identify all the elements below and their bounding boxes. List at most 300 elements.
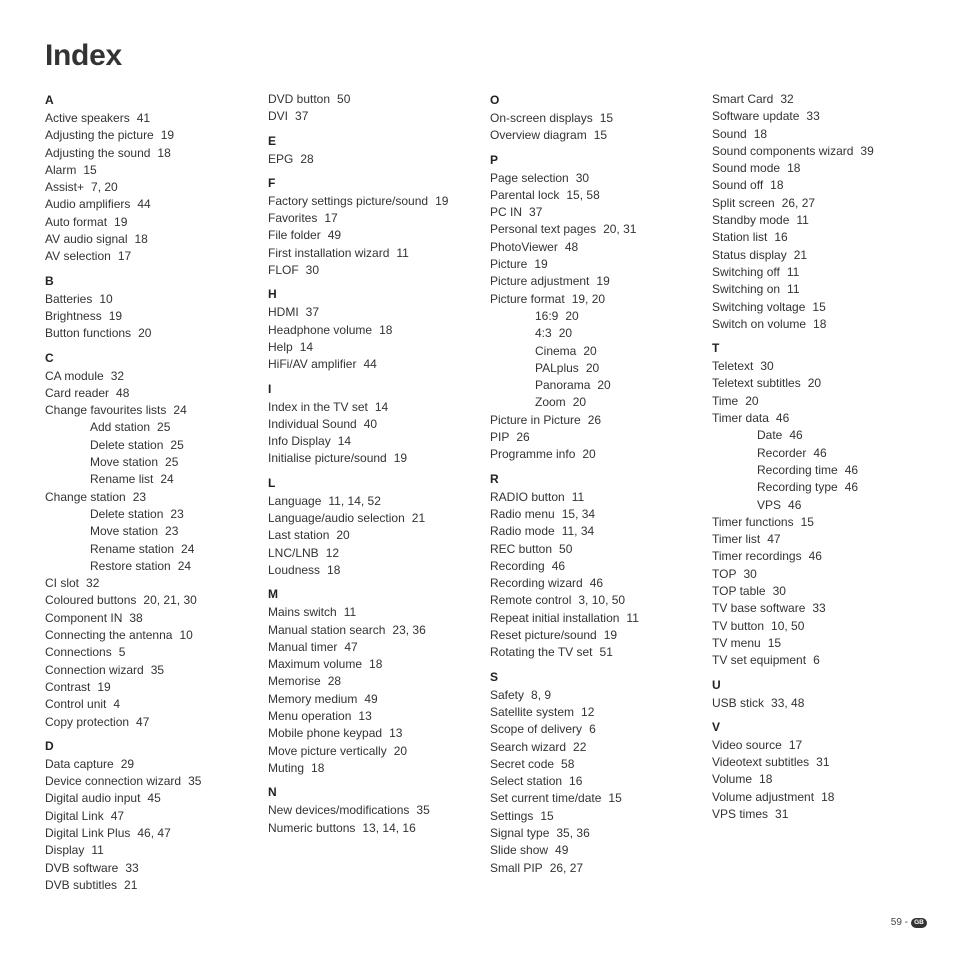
entry-term: Sound — [712, 126, 747, 141]
entry-term: Personal text pages — [490, 222, 597, 237]
index-entry — [712, 652, 927, 669]
entry-pages: 15 — [540, 808, 554, 823]
entry-pages: 30 — [575, 170, 590, 185]
entry-term: Date — [757, 428, 783, 443]
entry-pages: 30 — [772, 584, 786, 599]
entry-term: First installation wizard — [268, 245, 390, 260]
index-entry — [712, 299, 927, 316]
page-title: Index — [45, 39, 122, 72]
index-entry — [268, 416, 483, 433]
index-entry — [490, 644, 705, 661]
entry-pages: 29 — [120, 756, 135, 771]
entry-pages: 18 — [813, 316, 827, 331]
section-letter: B — [45, 273, 54, 288]
entry-pages: 15 — [593, 128, 608, 143]
entry-term: Overview diagram — [490, 128, 587, 143]
index-entry — [712, 160, 927, 177]
index-entry — [490, 291, 705, 308]
entry-pages: 20 — [138, 326, 152, 341]
entry-pages: 15 — [83, 162, 97, 177]
entry-term: Split screen — [712, 195, 775, 210]
entry-term: TV menu — [712, 635, 761, 650]
entry-pages: 11 — [343, 605, 357, 620]
index-entry — [490, 127, 705, 144]
index-entry — [268, 399, 483, 416]
entry-term: Select station — [490, 774, 563, 789]
entry-pages: 32 — [86, 576, 100, 591]
index-subentry — [45, 558, 260, 575]
index-entry — [712, 566, 927, 583]
entry-pages: 49 — [364, 691, 378, 706]
index-entry — [712, 635, 927, 652]
index-entry — [268, 210, 483, 227]
entry-pages: 15, 34 — [561, 506, 596, 521]
entry-pages: 19 — [534, 257, 548, 272]
entry-term: Picture — [490, 257, 528, 272]
entry-pages: 18 — [770, 178, 784, 193]
entry-pages: 21 — [411, 511, 426, 526]
entry-pages: 10 — [179, 628, 193, 643]
entry-pages: 30 — [760, 359, 774, 374]
index-entry — [45, 825, 260, 842]
index-subentry — [490, 325, 705, 342]
index-subentry — [712, 445, 927, 462]
entry-pages: 47 — [344, 639, 358, 654]
entry-pages: 31 — [775, 806, 789, 821]
entry-pages: 14 — [374, 399, 389, 414]
entry-pages: 18 — [821, 789, 835, 804]
index-subentry — [712, 479, 927, 496]
entry-term: VPS — [757, 497, 782, 512]
entry-pages: 46 — [844, 480, 859, 495]
entry-term: Delete station — [90, 437, 164, 452]
entry-term: Software update — [712, 109, 800, 124]
index-entry — [268, 108, 483, 125]
entry-term: Help — [268, 339, 293, 354]
index-entry — [490, 541, 705, 558]
index-entry — [712, 264, 927, 281]
entry-pages: 19 — [114, 214, 128, 229]
entry-pages: 15 — [800, 514, 814, 529]
entry-term: Radio mode — [490, 524, 555, 539]
index-entry — [268, 708, 483, 725]
entry-term: Numeric buttons — [268, 820, 356, 835]
entry-pages: 20 — [558, 326, 573, 341]
index-entry — [490, 704, 705, 721]
index-entry — [712, 754, 927, 771]
entry-term: Picture format — [490, 291, 565, 306]
entry-term: Recording — [490, 558, 545, 573]
entry-pages: 13, 14, 16 — [362, 820, 416, 835]
entry-term: TV button — [712, 618, 765, 633]
entry-term: Smart Card — [712, 92, 774, 106]
entry-term: Initialise picture/sound — [268, 451, 387, 466]
entry-term: Set current time/date — [490, 791, 602, 806]
entry-term: Timer functions — [712, 514, 794, 529]
index-entry — [490, 187, 705, 204]
entry-term: Recording type — [757, 480, 838, 495]
section-letter: O — [490, 93, 500, 107]
index-entry — [490, 429, 705, 446]
index-entry — [45, 402, 260, 419]
entry-term: Mobile phone keypad — [268, 726, 383, 741]
index-subentry — [45, 506, 260, 523]
index-entry — [45, 162, 260, 179]
entry-term: Delete station — [90, 506, 164, 521]
index-entry — [490, 558, 705, 575]
section-letter: S — [490, 669, 499, 684]
entry-pages: 20 — [807, 376, 822, 391]
index-entry — [45, 790, 260, 807]
index-entry — [45, 291, 260, 308]
entry-term: DVD button — [268, 92, 331, 106]
index-entry — [45, 248, 260, 265]
index-entry — [268, 622, 483, 639]
entry-pages: 19 — [435, 193, 449, 208]
index-entry — [268, 604, 483, 621]
index-entry — [268, 322, 483, 339]
entry-term: AV audio signal — [45, 232, 128, 247]
entry-pages: 30 — [305, 263, 320, 278]
index-subentry — [490, 394, 705, 411]
entry-term: AV selection — [45, 249, 111, 264]
entry-pages: 20 — [572, 395, 587, 410]
index-entry — [490, 239, 705, 256]
index-entry — [712, 514, 927, 531]
index-entry — [268, 245, 483, 262]
entry-pages: 18 — [369, 657, 383, 672]
index-entry — [45, 110, 260, 127]
entry-pages: 32 — [110, 368, 125, 383]
entry-pages: 3, 10, 50 — [578, 593, 626, 608]
entry-pages: 40 — [363, 416, 378, 431]
entry-pages: 15 — [812, 299, 826, 314]
entry-pages: 23, 36 — [392, 622, 426, 637]
entry-pages: 46 — [844, 462, 859, 477]
entry-term: Switch on volume — [712, 316, 807, 331]
entry-pages: 46 — [813, 445, 827, 460]
entry-term: Sound components wizard — [712, 143, 854, 158]
entry-pages: 20 — [565, 308, 579, 323]
entry-term: Teletext — [712, 359, 754, 374]
index-entry — [712, 229, 927, 246]
index-entry — [712, 358, 927, 375]
entry-term: Move station — [90, 524, 159, 539]
index-entry — [490, 610, 705, 627]
entry-pages: 11, 14, 52 — [328, 493, 381, 508]
index-entry — [490, 412, 705, 429]
index-entry — [268, 743, 483, 760]
entry-term: PIP — [490, 430, 510, 445]
entry-term: Parental lock — [490, 187, 560, 202]
entry-pages: 49 — [327, 228, 342, 243]
entry-term: Teletext subtitles — [712, 376, 801, 391]
entry-pages: 23 — [170, 506, 184, 521]
entry-pages: 20 — [745, 393, 759, 408]
entry-term: Control unit — [45, 697, 107, 712]
entry-pages: 25 — [165, 455, 179, 470]
entry-pages: 33 — [125, 860, 139, 875]
index-entry — [268, 356, 483, 373]
index-entry — [490, 523, 705, 540]
index-entry — [712, 375, 927, 392]
entry-pages: 50 — [337, 92, 351, 106]
entry-pages: 4 — [113, 697, 121, 712]
language-badge: GB — [911, 918, 927, 928]
entry-term: Rename station — [90, 541, 175, 556]
entry-term: CI slot — [45, 576, 80, 591]
entry-term: Standby mode — [712, 213, 790, 228]
entry-pages: 11 — [571, 489, 585, 504]
index-entry — [490, 842, 705, 859]
entry-term: Panorama — [535, 378, 591, 393]
index-column-3 — [490, 91, 705, 877]
entry-pages: 46 — [789, 428, 803, 443]
entry-pages: 33 — [806, 109, 820, 124]
entry-pages: 22 — [573, 739, 587, 754]
entry-term: Signal type — [490, 825, 550, 840]
entry-term: Index in the TV set — [268, 399, 368, 414]
entry-pages: 26, 27 — [781, 195, 816, 210]
entry-term: Last station — [268, 528, 330, 543]
index-entry — [490, 773, 705, 790]
entry-pages: 19 — [393, 451, 408, 466]
index-entry — [45, 368, 260, 385]
index-subentry — [490, 343, 705, 360]
entry-term: Cinema — [535, 343, 577, 358]
index-entry — [268, 725, 483, 742]
section-letter: E — [268, 133, 277, 148]
entry-pages: 20 — [582, 447, 596, 462]
section-letter: I — [268, 381, 272, 396]
entry-pages: 21 — [124, 877, 138, 892]
entry-pages: 25 — [157, 420, 171, 435]
index-entry — [45, 489, 260, 506]
entry-term: Picture adjustment — [490, 274, 590, 289]
entry-term: FLOF — [268, 263, 299, 278]
entry-term: HDMI — [268, 305, 299, 320]
entry-pages: 17 — [788, 737, 803, 752]
index-entry — [45, 196, 260, 213]
index-entry — [268, 656, 483, 673]
entry-pages: 15, 58 — [566, 187, 600, 202]
index-entry — [45, 231, 260, 248]
entry-pages: 31 — [816, 755, 830, 770]
entry-term: Muting — [268, 760, 305, 775]
index-entry — [712, 126, 927, 143]
index-entry — [712, 281, 927, 298]
index-entry — [45, 808, 260, 825]
entry-pages: 35 — [188, 774, 202, 789]
index-subentry — [45, 454, 260, 471]
entry-pages: 35 — [150, 662, 165, 677]
entry-term: Radio menu — [490, 506, 555, 521]
entry-term: Copy protection — [45, 714, 130, 729]
entry-pages: 37 — [295, 109, 309, 124]
index-entry — [712, 108, 927, 125]
entry-term: Memorise — [268, 674, 321, 689]
index-entry — [45, 679, 260, 696]
entry-term: Batteries — [45, 291, 93, 306]
entry-pages: 11 — [787, 282, 800, 297]
entry-pages: 47 — [110, 808, 125, 823]
entry-term: Auto format — [45, 214, 108, 229]
entry-pages: 15 — [767, 635, 782, 650]
entry-pages: 14 — [299, 339, 314, 354]
entry-term: Video source — [712, 737, 782, 752]
entry-pages: 14 — [337, 434, 352, 449]
index-entry — [45, 145, 260, 162]
entry-term: Small PIP — [490, 860, 543, 875]
entry-pages: 28 — [327, 674, 342, 689]
entry-pages: 33, 48 — [771, 695, 805, 710]
entry-term: DVB subtitles — [45, 877, 118, 892]
entry-term: Favorites — [268, 211, 318, 226]
index-entry — [45, 385, 260, 402]
entry-term: Safety — [490, 687, 525, 702]
section-letter: U — [712, 677, 721, 692]
entry-term: Secret code — [490, 756, 555, 771]
entry-pages: 5 — [118, 645, 126, 660]
index-entry — [45, 877, 260, 894]
index-entry — [45, 842, 260, 859]
entry-pages: 46 — [808, 549, 822, 564]
entry-pages: 20 — [597, 378, 611, 393]
entry-pages: 49 — [555, 843, 569, 858]
index-entry — [268, 802, 483, 819]
index-entry — [712, 393, 927, 410]
entry-term: Component IN — [45, 610, 123, 625]
entry-pages: 19 — [160, 128, 175, 143]
entry-term: Settings — [490, 808, 534, 823]
entry-pages: 19 — [603, 628, 618, 643]
entry-pages: 12 — [581, 704, 595, 719]
entry-term: Recording time — [757, 462, 838, 477]
entry-term: Rotating the TV set — [490, 645, 593, 660]
entry-term: Alarm — [45, 162, 77, 177]
entry-pages: 46 — [788, 497, 802, 512]
section-letter: T — [712, 341, 720, 356]
entry-pages: 48 — [116, 385, 130, 400]
entry-pages: 30 — [743, 566, 757, 581]
entry-term: Contrast — [45, 679, 91, 694]
index-entry — [268, 510, 483, 527]
index-subentry — [45, 523, 260, 540]
entry-term: Remote control — [490, 593, 572, 608]
entry-pages: 46 — [551, 558, 566, 573]
entry-term: Timer data — [712, 411, 769, 426]
entry-term: Headphone volume — [268, 322, 373, 337]
entry-term: Active speakers — [45, 111, 130, 125]
index-entry — [712, 737, 927, 754]
index-subentry — [490, 308, 705, 325]
index-entry — [268, 262, 483, 279]
section-letter: C — [45, 350, 54, 365]
entry-term: Timer list — [712, 532, 761, 547]
index-entry — [712, 531, 927, 548]
entry-term: Scope of delivery — [490, 722, 583, 737]
index-entry — [268, 493, 483, 510]
entry-pages: 18 — [379, 322, 393, 337]
index-subentry — [712, 497, 927, 514]
entry-pages: 17 — [117, 249, 132, 264]
entry-pages: 18 — [157, 145, 171, 160]
index-entry — [490, 790, 705, 807]
index-entry — [712, 789, 927, 806]
entry-term: USB stick — [712, 695, 765, 710]
entry-pages: 58 — [561, 756, 575, 771]
index-entry — [712, 548, 927, 565]
index-entry — [45, 575, 260, 592]
entry-pages: 6 — [589, 722, 596, 737]
index-entry — [45, 127, 260, 144]
entry-pages: 21 — [793, 247, 808, 262]
entry-term: PhotoViewer — [490, 239, 558, 254]
section-letter: R — [490, 471, 499, 486]
index-entry — [490, 808, 705, 825]
index-entry — [45, 773, 260, 790]
entry-term: Zoom — [535, 395, 566, 410]
section-letter: L — [268, 475, 276, 490]
index-entry — [268, 545, 483, 562]
entry-term: New devices/modifications — [268, 803, 410, 818]
entry-term: Search wizard — [490, 739, 567, 754]
index-entry — [490, 592, 705, 609]
index-entry — [712, 806, 927, 823]
entry-pages: 18 — [327, 562, 341, 577]
index-entry — [268, 151, 483, 168]
index-entry — [490, 506, 705, 523]
index-subentry — [45, 541, 260, 558]
index-entry — [490, 204, 705, 221]
entry-term: Move station — [90, 455, 159, 470]
index-entry — [45, 308, 260, 325]
entry-pages: 23 — [165, 524, 179, 539]
entry-pages: 11 — [91, 843, 104, 858]
entry-pages: 37 — [529, 205, 543, 220]
entry-pages: 16 — [774, 230, 788, 245]
index-entry — [490, 489, 705, 506]
entry-term: Status display — [712, 247, 787, 262]
index-column-4 — [712, 91, 927, 823]
index-entry — [490, 756, 705, 773]
index-entry — [490, 446, 705, 463]
entry-term: Maximum volume — [268, 657, 363, 672]
entry-term: Mains switch — [268, 605, 337, 620]
entry-pages: 25 — [170, 437, 184, 452]
entry-term: REC button — [490, 541, 553, 556]
entry-term: DVB software — [45, 860, 119, 875]
index-entry — [490, 627, 705, 644]
index-entry — [45, 627, 260, 644]
entry-term: Language/audio selection — [268, 511, 405, 526]
entry-pages: 46 — [775, 411, 790, 426]
entry-pages: 26, 27 — [549, 860, 584, 875]
entry-pages: 12 — [325, 545, 340, 560]
entry-term: Timer recordings — [712, 549, 802, 564]
entry-term: 16:9 — [535, 308, 559, 323]
index-entry — [45, 860, 260, 877]
entry-pages: 15 — [608, 791, 622, 806]
index-entry — [268, 673, 483, 690]
entry-term: Digital audio input — [45, 791, 141, 806]
index-entry — [490, 825, 705, 842]
entry-term: Memory medium — [268, 691, 358, 706]
entry-pages: 35 — [416, 803, 430, 818]
entry-term: Factory settings picture/sound — [268, 193, 429, 208]
entry-term: Time — [712, 393, 739, 408]
index-entry — [712, 618, 927, 635]
